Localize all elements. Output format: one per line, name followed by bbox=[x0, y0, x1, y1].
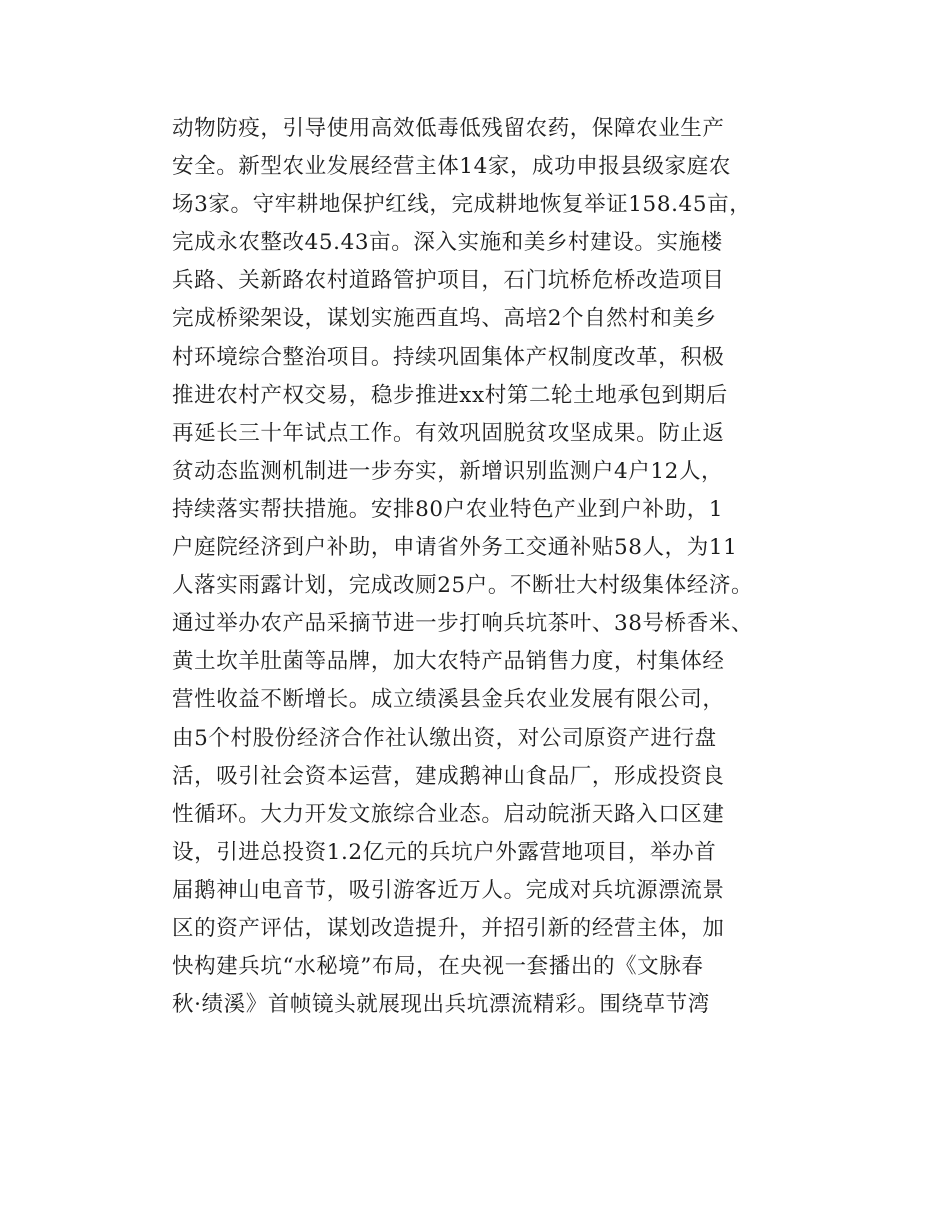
text-line: 贫动态监测机制进一步夯实，新增识别监测户4户12人， bbox=[172, 458, 724, 484]
text-line: 完成桥梁架设，谋划实施西直坞、高培2个自然村和美乡 bbox=[172, 306, 717, 332]
text-line: 推进农村产权交易，稳步推进xx村第二轮土地承包到期后 bbox=[172, 382, 728, 408]
text-line: 性循环。大力开发文旅综合业态。启动皖浙天路入口区建 bbox=[172, 801, 725, 827]
text-line: 再延长三十年试点工作。有效巩固脱贫攻坚成果。防止返 bbox=[172, 420, 725, 446]
text-line: 营性收益不断增长。成立绩溪县金兵农业发展有限公司， bbox=[172, 687, 725, 713]
text-line: 安全。新型农业发展经营主体14家，成功申报县级家庭农 bbox=[172, 154, 731, 180]
text-line: 兵路、关新路农村道路管护项目，石门坑桥危桥改造项目 bbox=[172, 268, 725, 294]
text-line: 户庭院经济到户补助，申请省外务工交通补贴58人，为11 bbox=[172, 535, 738, 561]
text-line: 活，吸引社会资本运营，建成鹅神山食品厂，形成投资良 bbox=[172, 763, 725, 789]
text-line: 持续落实帮扶措施。安排80户农业特色产业到户补助，1 bbox=[172, 496, 724, 522]
text-line: 设，引进总投资1.2亿元的兵坑户外露营地项目，举办首 bbox=[172, 839, 717, 865]
text-line: 快构建兵坑“水秘境”布局，在央视一套播出的《文脉春 bbox=[172, 954, 704, 980]
text-line: 区的资产评估，谋划改造提升，并招引新的经营主体，加 bbox=[172, 915, 725, 941]
text-line: 由5个村股份经济合作社认缴出资，对公司原资产进行盘 bbox=[172, 725, 717, 751]
text-line: 届鹅神山电音节，吸引游客近万人。完成对兵坑源漂流景 bbox=[172, 877, 725, 903]
text-line: 场3家。守牢耕地保护红线，完成耕地恢复举证158.45亩， bbox=[172, 192, 752, 218]
text-line: 人落实雨露计划，完成改厕25户。不断壮大村级集体经济。 bbox=[172, 573, 754, 599]
body-text bbox=[172, 110, 812, 1024]
text-line: 完成永农整改45.43亩。深入实施和美乡村建设。实施楼 bbox=[172, 230, 723, 256]
text-line: 村环境综合整治项目。持续巩固集体产权制度改革，积极 bbox=[172, 344, 725, 370]
text-line: 动物防疫，引导使用高效低毒低残留农药，保障农业生产 bbox=[172, 116, 725, 141]
text-line: 通过举办农产品采摘节进一步打响兵坑茶叶、38号桥香米、 bbox=[172, 611, 754, 637]
text-line: 黄土坎羊肚菌等品牌，加大农特产品销售力度，村集体经 bbox=[172, 649, 725, 675]
text-line: 秋·绩溪》首帧镜头就展现出兵坑漂流精彩。围绕草节湾 bbox=[172, 992, 710, 1018]
